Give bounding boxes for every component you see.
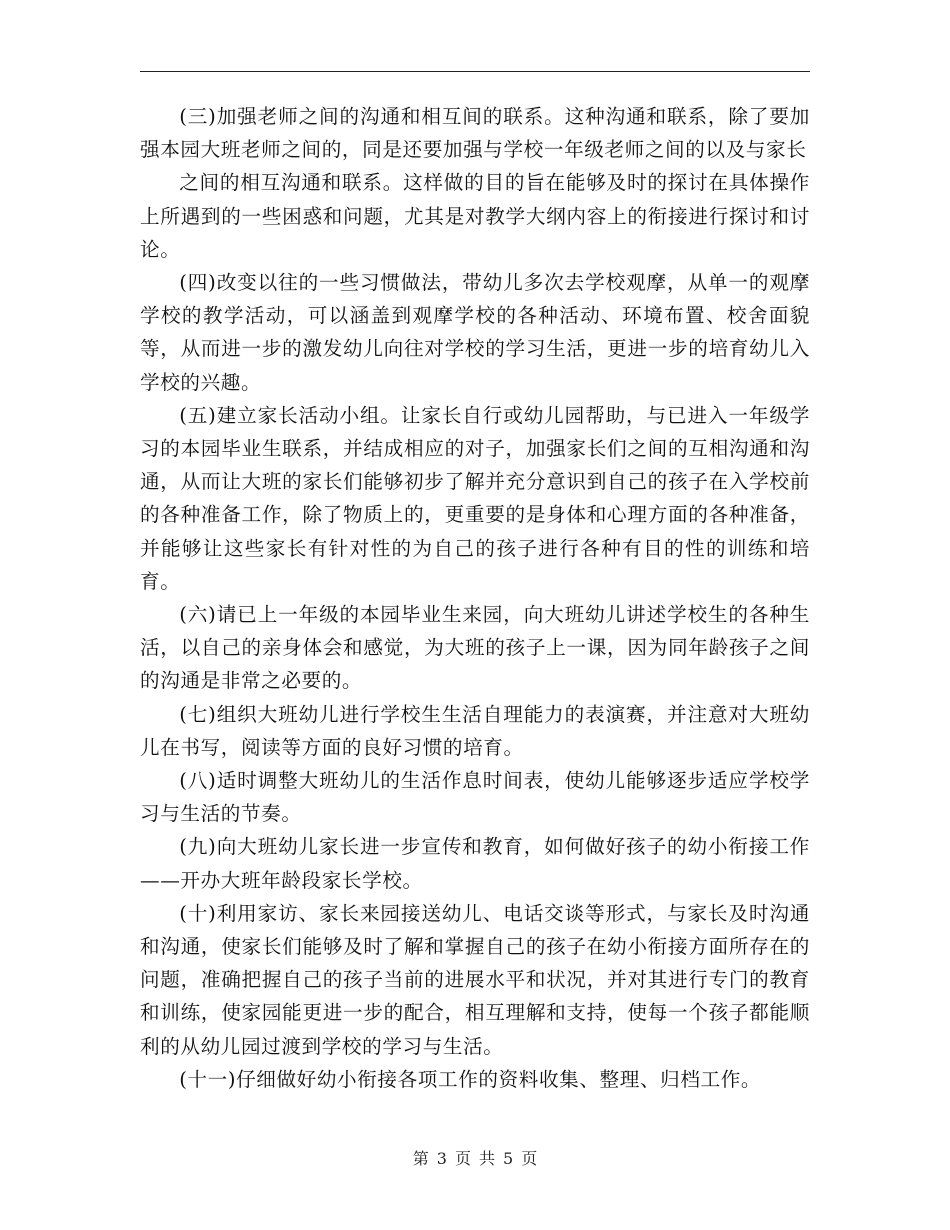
paragraph: (七)组织大班幼儿进行学校生生活自理能力的表演赛，并注意对大班幼儿在书写，阅读等方面的良好习惯的培育。 <box>140 702 810 759</box>
page-suffix: 页 <box>521 1149 538 1168</box>
paragraph: (十)利用家访、家长来园接送幼儿、电话交谈等形式，与家长及时沟通和沟通，使家长们能够及时了解和掌握自己的孩子在幼小衔接方面所存在的问题，准确把握自己的孩子当前的进展水平和状况，并对其进行专门的教育和训练，使家园能更进一步的配合，相互理解和支持，使每一个孩子都能顺利的从幼儿园过渡到学校的学习与生活。 <box>140 901 810 1058</box>
header-rule <box>140 71 810 72</box>
paragraph: (四)改变以往的一些习惯做法，带幼儿多次去学校观摩，从单一的观摩学校的教学活动，可以涵盖到观摩学校的各种活动、环境布置、校舍面貌等，从而进一步的激发幼儿向往对学校的学习生活，更进一步的培育幼儿入学校的兴趣。 <box>140 271 810 394</box>
paragraph: (六)请已上一年级的本园毕业生来园，向大班幼儿讲述学校生的各种生活，以自己的亲身体会和感觉，为大班的孩子上一课，因为同年龄孩子之间的沟通是非常之必要的。 <box>140 603 810 693</box>
paragraph: (十一)仔细做好幼小衔接各项工作的资料收集、整理、归档工作。 <box>179 1067 762 1091</box>
total-prefix: 共 <box>479 1149 496 1168</box>
page-prefix: 第 <box>412 1149 429 1168</box>
page-label: 页 <box>454 1149 471 1168</box>
paragraph: (三)加强老师之间的沟通和相互间的联系。这种沟通和联系，除了要加强本园大班老师之间的，同是还要加强与学校一年级老师之间的以及与家长 <box>140 105 810 162</box>
document-body <box>140 100 810 1096</box>
paragraph: (五)建立家长活动小组。让家长自行或幼儿园帮助，与已进入一年级学习的本园毕业生联系，并结成相应的对子，加强家长们之间的互相沟通和沟通，从而让大班的家长们能够初步了解并充分意识到自己的孩子在入学校前的各种准备工作，除了物质上的，更重要的是身体和心理方面的各种准备，并能够让这些家长有针对性的为自己的孩子进行各种有目的性的训练和培育。 <box>140 403 810 593</box>
total-pages: 5 <box>503 1149 514 1168</box>
paragraph: 之间的相互沟通和联系。这样做的目的旨在能够及时的探讨在具体操作上所遇到的一些困惑和问题，尤其是对教学大纲内容上的衔接进行探讨和讨论。 <box>140 171 810 261</box>
current-page: 3 <box>436 1149 447 1168</box>
paragraph: (八)适时调整大班幼儿的生活作息时间表，使幼儿能够逐步适应学校学习与生活的节奏。 <box>140 769 810 826</box>
page-number <box>0 1148 950 1170</box>
paragraph: (九)向大班幼儿家长进一步宣传和教育，如何做好孩子的幼小衔接工作——开办大班年龄段家长学校。 <box>140 835 810 892</box>
